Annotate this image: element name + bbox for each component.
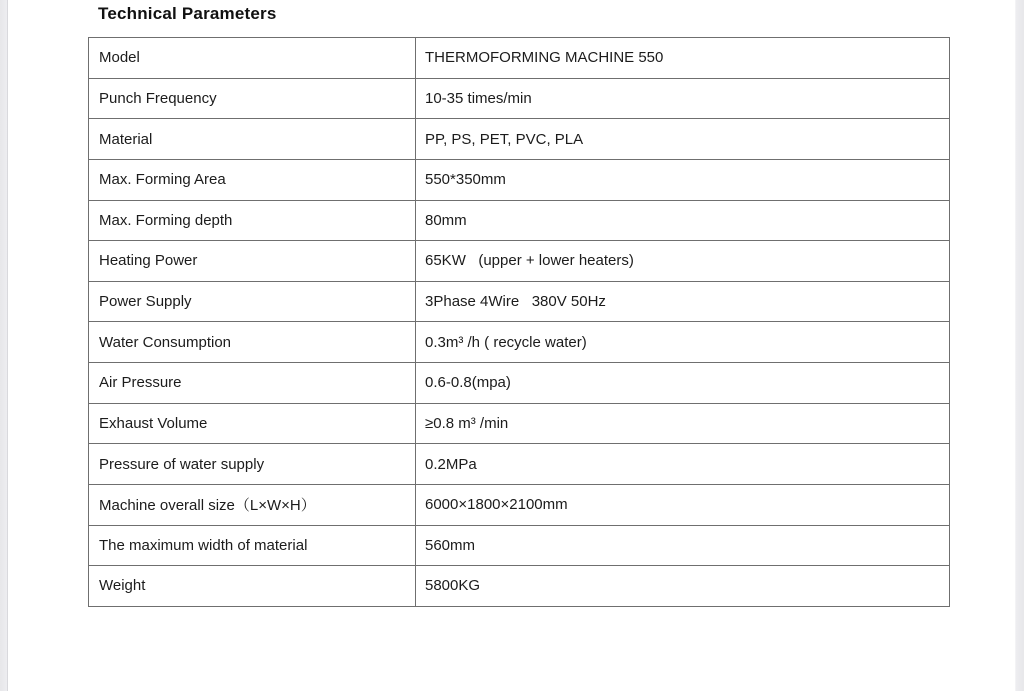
param-value: THERMOFORMING MACHINE 550 (416, 38, 950, 79)
param-label: Power Supply (89, 281, 416, 322)
param-value: 80mm (416, 200, 950, 241)
param-value: 5800KG (416, 566, 950, 607)
table-row (89, 38, 950, 79)
table-row (89, 200, 950, 241)
param-value: 0.3m³ /h ( recycle water) (416, 322, 950, 363)
param-label: Air Pressure (89, 363, 416, 404)
table-row (89, 444, 950, 485)
param-label: The maximum width of material (89, 525, 416, 566)
table-row (89, 363, 950, 404)
param-value: ≥0.8 m³ /min (416, 403, 950, 444)
param-label: Model (89, 38, 416, 79)
table-row (89, 78, 950, 119)
param-value: PP, PS, PET, PVC, PLA (416, 119, 950, 160)
param-value: 10-35 times/min (416, 78, 950, 119)
table-row (89, 322, 950, 363)
param-label: Material (89, 119, 416, 160)
table-row (89, 525, 950, 566)
page-edge-left (0, 0, 8, 691)
table-row (89, 119, 950, 160)
param-label: Machine overall size（L×W×H） (89, 484, 416, 525)
table-row (89, 566, 950, 607)
param-label: Punch Frequency (89, 78, 416, 119)
param-value: 560mm (416, 525, 950, 566)
param-label: Heating Power (89, 241, 416, 282)
table-row (89, 281, 950, 322)
technical-parameters-table (88, 37, 950, 607)
param-label: Exhaust Volume (89, 403, 416, 444)
param-value: 6000×1800×2100mm (416, 484, 950, 525)
table-row (89, 241, 950, 282)
param-label: Max. Forming depth (89, 200, 416, 241)
page-edge-right (1015, 0, 1024, 691)
param-label: Pressure of water supply (89, 444, 416, 485)
param-value: 3Phase 4Wire 380V 50Hz (416, 281, 950, 322)
param-value: 0.6-0.8(mpa) (416, 363, 950, 404)
page-title: Technical Parameters (98, 4, 277, 23)
table-row (89, 159, 950, 200)
param-value: 65KW (upper + lower heaters) (416, 241, 950, 282)
table-row (89, 484, 950, 525)
param-label: Weight (89, 566, 416, 607)
param-value: 550*350mm (416, 159, 950, 200)
param-label: Max. Forming Area (89, 159, 416, 200)
param-label: Water Consumption (89, 322, 416, 363)
table-row (89, 403, 950, 444)
param-value: 0.2MPa (416, 444, 950, 485)
